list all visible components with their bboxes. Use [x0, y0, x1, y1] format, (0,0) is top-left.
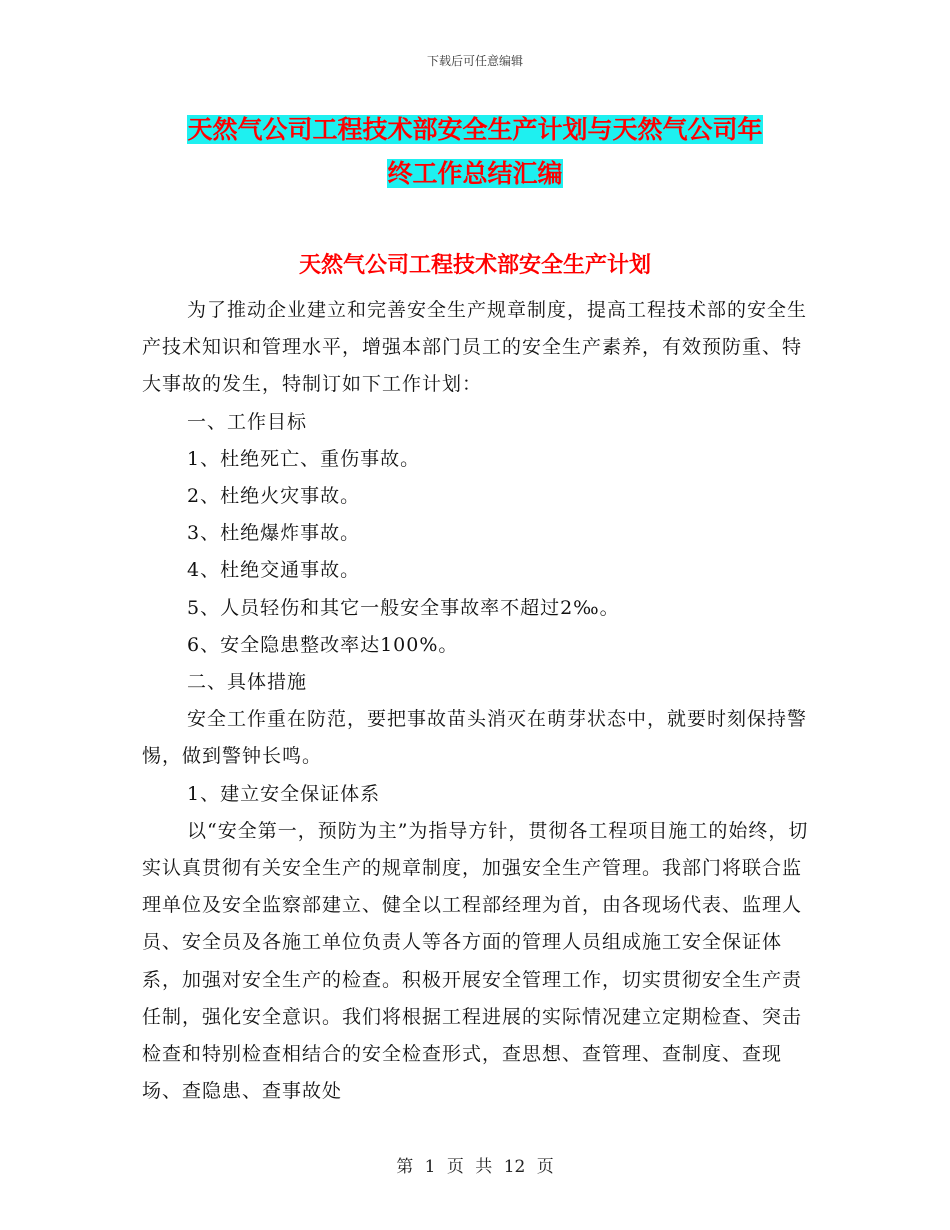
document-title-line2: 终工作总结汇编: [387, 159, 563, 188]
list-item: 4、杜绝交通事故。: [187, 559, 361, 582]
heading-measures: 二、具体措施: [187, 671, 308, 694]
document-title: [140, 108, 810, 196]
list-item: 6、安全隐患整改率达100%。: [187, 633, 459, 656]
page-number: 第 1 页 共 12 页: [396, 1157, 554, 1177]
section-title: 天然气公司工程技术部安全生产计划: [298, 253, 651, 278]
list-item: 5、人员轻伤和其它一般安全事故率不超过2‰。: [187, 596, 620, 619]
paragraph-prevention: 安全工作重在防范，要把事故苗头消灭在萌芽状态中，就要时刻保持警惕，做到警钟长鸣。: [142, 708, 808, 768]
list-item: 3、杜绝爆炸事故。: [187, 522, 361, 545]
document-body: [142, 292, 810, 1110]
list-item: 1、杜绝死亡、重伤事故。: [187, 447, 421, 470]
paragraph-safety-system: 以“安全第一，预防为主”为指导方针，贯彻各工程项目施工的始终，切实认真贯彻有关安全生产的规章制度，加强安全生产管理。我部门将联合监理单位及安全监察部建立、健全以工程部经理为首，由各现场代表、监理人员、安全员及各施工单位负责人等各方面的管理人员组成施工安全保证体系，加强对安全生产的检查。积极开展安全管理工作，切实贯彻安全生产责任制，强化安全意识。我们将根据工程进展的实际情况建立定期检查、突击检查和特别检查相结合的安全检查形式，查思想、查管理、查制度、查现场、查隐患、查事故处: [142, 819, 809, 1103]
list-item: 2、杜绝火灾事故。: [187, 485, 361, 508]
heading-work-goals: 一、工作目标: [187, 410, 308, 433]
header-note: 下载后可任意编辑: [426, 54, 523, 68]
paragraph-intro: 为了推动企业建立和完善安全生产规章制度，提高工程技术部的安全生产技术知识和管理水平，增强本部门员工的安全生产素养，有效预防重、特大事故的发生，特制订如下工作计划：: [142, 299, 808, 396]
document-title-line1: 天然气公司工程技术部安全生产计划与天然气公司年: [187, 115, 763, 144]
heading-safety-system: 1、建立安全保证体系: [187, 782, 381, 805]
